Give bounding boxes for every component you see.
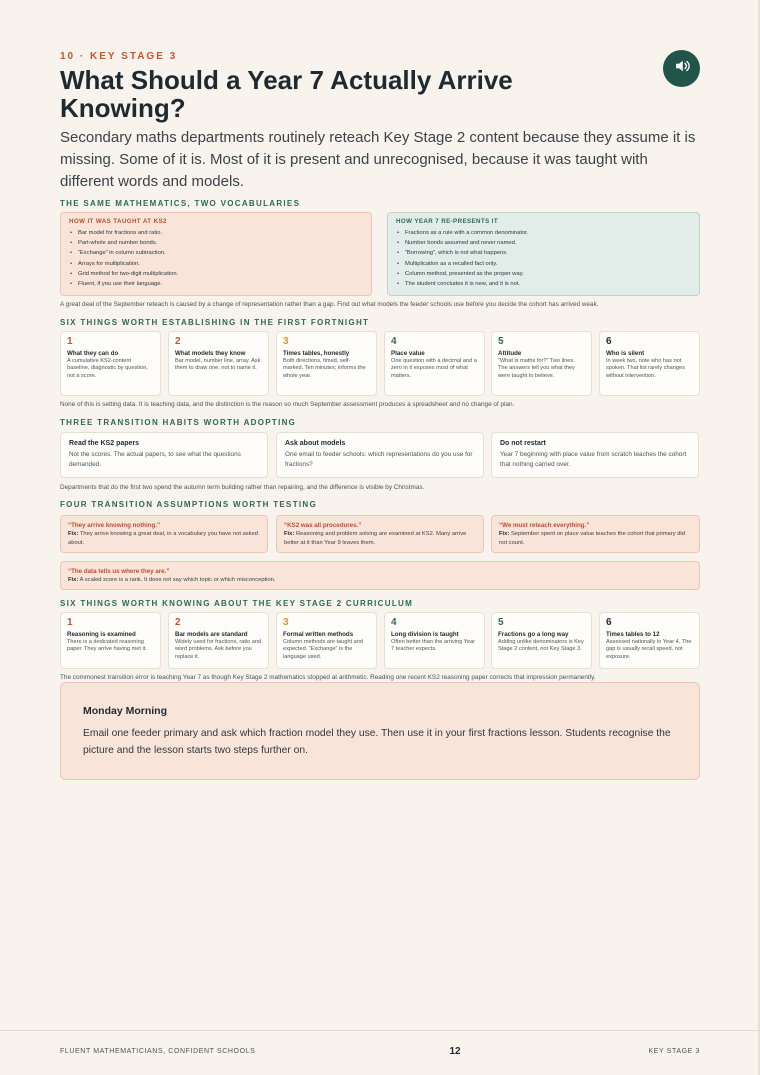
list-item: • Part-whole and number bonds. (69, 238, 363, 248)
ks2-vocabulary-box (60, 212, 372, 296)
page-title: What Should a Year 7 Actually Arrive Knowing? (60, 65, 513, 123)
establish-card-5 (491, 331, 592, 396)
list-item: • Fluent, if you use their language. (69, 279, 363, 289)
establish-card-2 (168, 331, 269, 396)
year7-box-heading: HOW YEAR 7 RE-PRESENTS IT (396, 218, 499, 225)
assumption-fix: Fix: Reasoning and problem solving are examined at KS2. Many arrive better at it than Year 9 leaves them. (284, 531, 467, 546)
habit-card-3 (491, 432, 699, 478)
card-body: “What is maths for?” Two lines. The answers tell you what they were taught to believe. (498, 358, 575, 379)
establish-note: None of this is setting data. It is teaching data, and the distinction is the reason so much September assessment produces a spreadsheet and no change of plan. (60, 401, 515, 408)
curriculum-card-3 (276, 612, 377, 669)
card-number: 3 (283, 617, 289, 628)
section-heading-habits: THREE TRANSITION HABITS WORTH ADOPTING (60, 418, 297, 427)
card-number: 5 (498, 336, 504, 347)
section-kicker: 10 · KEY STAGE 3 (60, 51, 178, 62)
page-number: 12 (449, 1046, 461, 1057)
assumption-fix: Fix: A scaled score is a rank. It does not say which topic or which misconception. (68, 577, 276, 583)
habit-body: One email to feeder schools: which representations do you use for fractions? (285, 451, 473, 468)
card-body: There is a dedicated reasoning paper. They arrive having met it. (67, 639, 147, 653)
list-item: • Multiplication as a recalled fact only. (396, 259, 691, 269)
card-body: In week two, note who has not spoken. That list rarely changes without intervention. (606, 358, 685, 379)
list-item: • Arrays for multiplication. (69, 259, 363, 269)
card-number: 6 (606, 336, 612, 347)
monday-morning-callout (60, 682, 700, 780)
speaker-icon (673, 57, 691, 80)
list-item: • The student concludes it is new, and it is not. (396, 279, 691, 289)
card-title: Reasoning is examined (67, 631, 136, 638)
curriculum-note: The commonest transition error is teaching Year 7 as though Key Stage 2 mathematics stopped at arithmetic. Reading one recent KS2 reasoning paper corrects that impression permanently. (60, 674, 596, 681)
year7-vocabulary-box (387, 212, 700, 296)
habit-title: Read the KS2 papers (69, 440, 140, 447)
year7-list (396, 228, 691, 289)
assumption-quote: “We must reteach everything.” (499, 522, 590, 529)
card-title: What models they know (175, 350, 246, 357)
card-number: 3 (283, 336, 289, 347)
card-body: Adding unlike denominators is Key Stage 2 content, not Key Stage 3. (498, 639, 584, 653)
section-heading-vocabularies: THE SAME MATHEMATICS, TWO VOCABULARIES (60, 199, 301, 208)
assumption-quote: “The data tells us where they are.” (68, 568, 170, 575)
card-body: Both directions, timed, self-marked. Ten minutes; informs the whole year. (283, 358, 366, 379)
habit-title: Do not restart (500, 440, 546, 447)
habit-body: Year 7 beginning with place value from scratch teaches the cohort that nothing carried over. (500, 451, 687, 468)
assumption-fix: Fix: September spent on place value teaches the cohort that primary did not count. (499, 531, 685, 546)
section-heading-assumptions: FOUR TRANSITION ASSUMPTIONS WORTH TESTING (60, 500, 317, 509)
vocabulary-note: A great deal of the September reteach is caused by a change of representation rather than a gap. Find out what models the feeder schools use before you decide the cohort has arrived weak. (60, 301, 599, 308)
habit-title: Ask about models (285, 440, 346, 447)
establish-card-4 (384, 331, 485, 396)
card-title: Attitude (498, 350, 522, 357)
card-title: Times tables, honestly (283, 350, 350, 357)
card-title: Formal written methods (283, 631, 354, 638)
assumption-card-4 (60, 561, 700, 590)
lede-paragraph: Secondary maths departments routinely reteach Key Stage 2 content because they assume it is missing. Some of it is. Most of it is present and unrecognised, because it was taught with different words and models. (60, 129, 696, 190)
assumption-card-1 (60, 515, 268, 553)
curriculum-card-1 (60, 612, 161, 669)
assumption-fix: Fix: They arrive knowing a great deal, in a vocabulary you have not asked about. (68, 531, 259, 546)
card-number: 1 (67, 336, 73, 347)
card-body: Bar model, number line, array. Ask them to draw one, not to name it. (175, 358, 261, 372)
assumption-quote: “They arrive knowing nothing.” (68, 522, 161, 529)
curriculum-card-2 (168, 612, 269, 669)
card-number: 1 (67, 617, 73, 628)
card-number: 2 (175, 617, 181, 628)
list-item: • Fractions as a rule with a common denominator. (396, 228, 691, 238)
card-body: Widely used for fractions, ratio and word problems. Ask before you replace it. (175, 639, 262, 660)
assumption-card-3 (491, 515, 700, 553)
card-body: Often better than the arriving Year 7 teacher expects. (391, 639, 475, 653)
list-item: • Bar model for fractions and ratio. (69, 228, 363, 238)
card-body: Assessed nationally in Year 4. The gap is usually recall speed, not exposure. (606, 639, 692, 660)
habits-note: Departments that do the first two spend the autumn term building rather than repairing, and the difference is visible by Christmas. (60, 484, 425, 491)
card-body: One question with a decimal and a zero in it exposes most of what matters. (391, 358, 477, 379)
footer-right: KEY STAGE 3 (648, 1048, 700, 1055)
card-title: Long division is taught (391, 631, 459, 638)
curriculum-card-4 (384, 612, 485, 669)
ks2-box-heading: HOW IT WAS TAUGHT AT KS2 (69, 218, 167, 225)
list-item: • “Borrowing”, which is not what happens. (396, 248, 691, 258)
establish-card-6 (599, 331, 700, 396)
establish-card-3 (276, 331, 377, 396)
assumption-card-2 (276, 515, 484, 553)
curriculum-card-5 (491, 612, 592, 669)
card-body: A cumulative KS2-content baseline, diagnostic by question, not a score. (67, 358, 148, 379)
habit-body: Not the scores. The actual papers, to see what the questions demanded. (69, 451, 241, 468)
list-item: • Column method, presented as the proper way. (396, 269, 691, 279)
card-title: Bar models are standard (175, 631, 248, 638)
footer-divider (0, 1030, 760, 1031)
card-body: Column methods are taught and expected. “Exchange” is the language used. (283, 639, 363, 660)
card-number: 5 (498, 617, 504, 628)
list-item: • Grid method for two-digit multiplication. (69, 269, 363, 279)
habit-card-2 (276, 432, 484, 478)
footer-left: FLUENT MATHEMATICIANS, CONFIDENT SCHOOLS (60, 1048, 256, 1055)
callout-body: Email one feeder primary and ask which fraction model they use. Then use it in your first fractions lesson. Students recognise the picture and the lesson starts two steps further on. (83, 728, 671, 756)
callout-title: Monday Morning (83, 705, 167, 717)
audio-button[interactable] (663, 50, 700, 87)
list-item: • “Exchange” in column subtraction. (69, 248, 363, 258)
section-heading-establish: SIX THINGS WORTH ESTABLISHING IN THE FIRST FORTNIGHT (60, 318, 370, 327)
habit-card-1 (60, 432, 268, 478)
card-title: What they can do (67, 350, 119, 357)
card-title: Fractions go a long way (498, 631, 569, 638)
card-title: Place value (391, 350, 425, 357)
card-number: 6 (606, 617, 612, 628)
section-heading-curriculum: SIX THINGS WORTH KNOWING ABOUT THE KEY STAGE 2 CURRICULUM (60, 599, 414, 608)
card-number: 4 (391, 336, 397, 347)
card-number: 4 (391, 617, 397, 628)
list-item: • Number bonds assumed and never named. (396, 238, 691, 248)
card-title: Who is silent (606, 350, 645, 357)
assumption-quote: “KS2 was all procedures.” (284, 522, 362, 529)
curriculum-card-6 (599, 612, 700, 669)
ks2-list (69, 228, 363, 289)
card-title: Times tables to 12 (606, 631, 660, 638)
establish-card-1 (60, 331, 161, 396)
card-number: 2 (175, 336, 181, 347)
